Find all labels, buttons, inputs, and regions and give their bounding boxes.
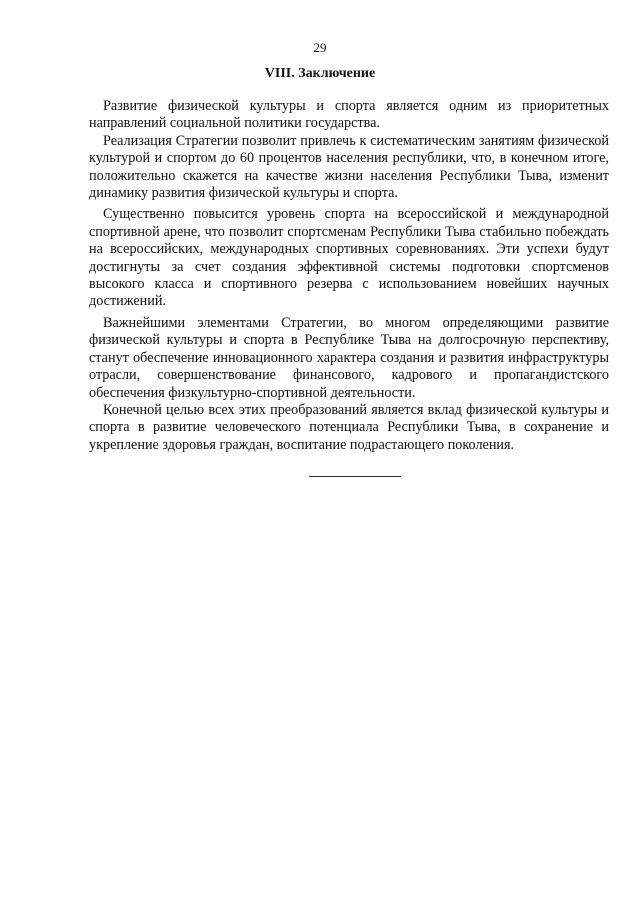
paragraph: Реализация Стратегии позволит привлечь к систематическим занятиям физической культурой и спортом до 60 процентов населения республики, что, в конечном итоге, положительно скажется на качестве жизни населения Республики Тыва, изменит динамику развития физической культуры и спорта. [89,132,609,202]
paragraph: Развитие физической культуры и спорта является одним из приоритетных направлений социальной политики государства. [89,98,609,132]
paragraph: Существенно повысится уровень спорта на всероссийской и международной спортивной арене, что позволит спортсменам Республики Тыва стабильно побеждать на всероссийских, международных спортивных соревнованиях. Эти успехи будут достигнуты за счет создания эффективной системы подготовки спортсменов высокого класса и спортивного резерва с использованием новейших научных достижений. [89,206,609,310]
document-body [89,98,609,454]
section-title: VIII. Заключение [264,66,376,81]
paragraph: Конечной целью всех этих преобразований является вклад физической культуры и спорта в развитие человеческого потенциала Республики Тыва, в сохранение и укрепление здоровья граждан, воспитание подрастающего поколения. [89,401,609,453]
paragraph: Важнейшими элементами Стратегии, во многом определяющими развитие физической культуры и спорта в Республике Тыва на долгосрочную перспективу, станут обеспечение инновационного характера создания и развития инфраструктуры отрасли, совершенствование финансового, кадрового и пропагандистского обеспечения физкультурно-спортивной деятельности. [89,314,609,401]
page-number: 29 [313,40,327,55]
end-divider [309,476,401,477]
